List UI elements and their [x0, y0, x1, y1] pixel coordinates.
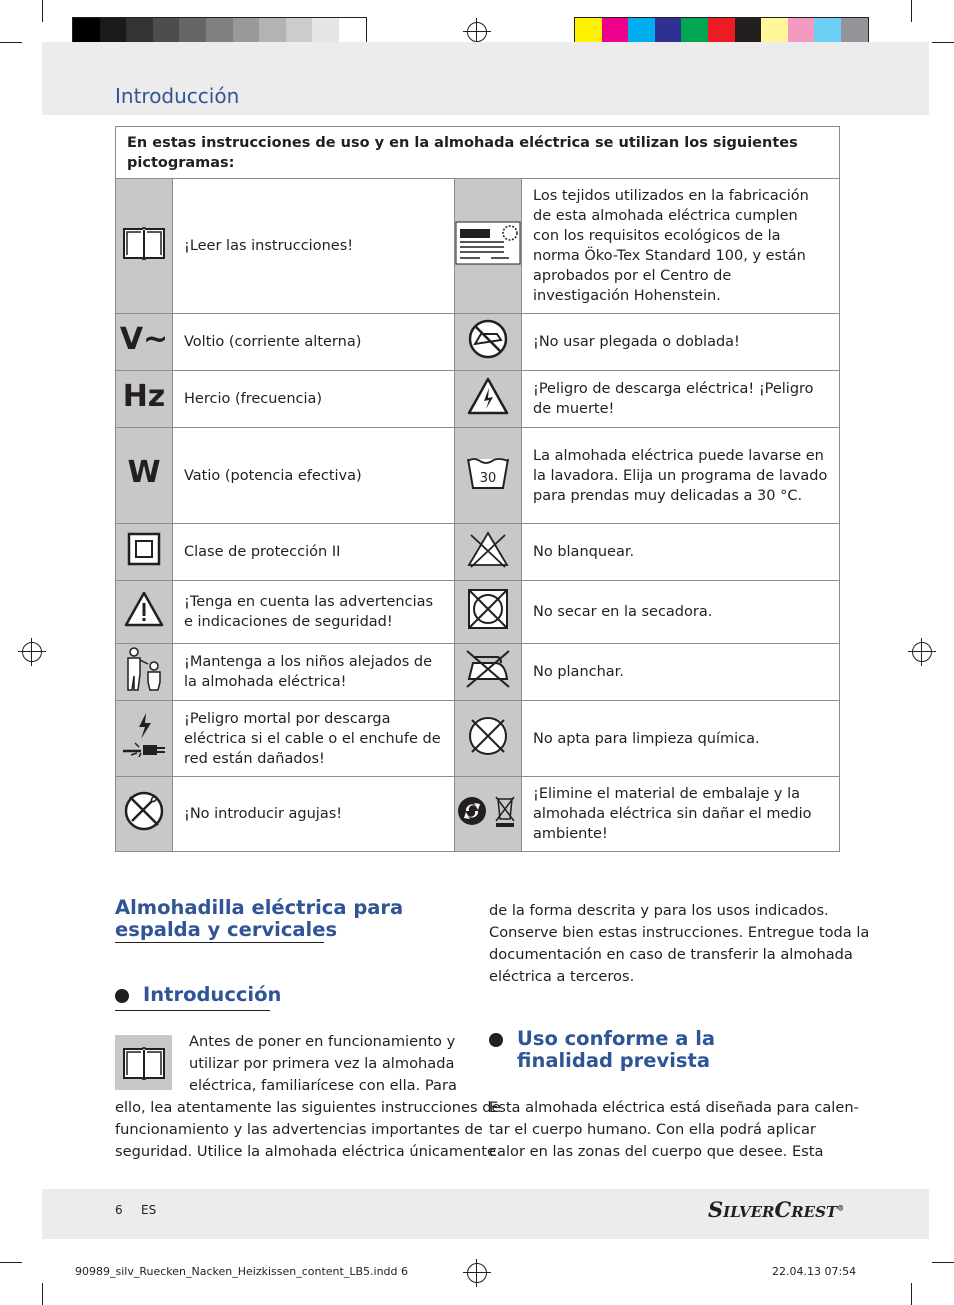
book-icon	[115, 1035, 172, 1090]
intro-paragraph-line: funcionamiento y las advertencias importantes de	[115, 1121, 483, 1138]
row-text: No apta para limpieza química.	[522, 701, 840, 777]
crop-mark	[932, 42, 954, 43]
crop-mark	[911, 1283, 912, 1305]
col2-paragraph-line: de la forma descrita y para los usos indicados.	[489, 902, 829, 919]
section-heading-line: finalidad prevista	[517, 1049, 711, 1072]
crop-mark	[42, 0, 43, 22]
row-text: No blanquear.	[522, 524, 840, 581]
slug-filename: 90989_silv_Ruecken_Nacken_Heizkissen_content_LB5.indd 6	[75, 1265, 409, 1278]
warning-triangle-icon	[116, 581, 173, 644]
row-text: La almohada eléctrica puede lavarse en la lavadora. Elija un programa de lavado para prendas muy delicadas a 30 °C.	[522, 428, 840, 524]
col2-paragraph-line: documentación en caso de transferir la almohada	[489, 946, 853, 963]
volt-ac-symbol: V~	[116, 314, 173, 371]
row-text: ¡No introducir agujas!	[173, 777, 455, 852]
use-paragraph-line: calor en las zonas del cuerpo que desee. Esta	[489, 1143, 824, 1160]
book-icon	[116, 179, 173, 314]
crop-mark	[911, 0, 912, 22]
page-number: 6	[115, 1203, 123, 1217]
brand-logo: SILVERCREST®	[708, 1197, 845, 1222]
section-heading-line: Uso conforme a la	[517, 1027, 716, 1050]
registration-mark-icon	[467, 1263, 487, 1283]
use-paragraph-line: tar el cuerpo humano. Con ella podrá aplicar	[489, 1121, 816, 1138]
intro-paragraph-line: Antes de poner en funcionamiento y	[189, 1033, 456, 1050]
row-text: Voltio (corriente alterna)	[173, 314, 455, 371]
bullet-dot-icon	[489, 1033, 503, 1047]
main-heading-line: espalda y cervicales	[115, 918, 338, 941]
registration-mark-icon	[467, 22, 487, 42]
heading-underline	[115, 942, 324, 943]
intro-paragraph-line: ello, lea atentamente las siguientes instrucciones de	[115, 1099, 501, 1116]
intro-paragraph-line: eléctrica, familiarícese con ella. Para	[189, 1077, 457, 1094]
no-needles-icon	[116, 777, 173, 852]
use-paragraph-line: Esta almohada eléctrica está diseñada para calen-	[489, 1099, 859, 1116]
row-text: Clase de protección II	[173, 524, 455, 581]
main-heading	[115, 897, 403, 941]
crop-mark	[0, 1262, 22, 1263]
row-text: ¡Peligro de descarga eléctrica! ¡Peligro de muerte!	[522, 371, 840, 428]
registration-mark-icon	[22, 642, 42, 662]
keep-children-away-icon	[116, 644, 173, 701]
language-code: ES	[141, 1203, 157, 1217]
recycle-disposal-icon	[455, 777, 522, 852]
col2-paragraph-line: Conserve bien estas instrucciones. Entregue toda la	[489, 924, 870, 941]
row-text: ¡Elimine el material de embalaje y la almohada eléctrica sin dañar el medio ambiente!	[522, 777, 840, 852]
row-text: Los tejidos utilizados en la fabricación de esta almohada eléctrica cumplen con los requisitos ecológicos de la norma Öko-Tex Standard 100, y están aprobados por el Centro de investigación Hohenstein.	[522, 179, 840, 314]
row-text: ¡No usar plegada o doblada!	[522, 314, 840, 371]
table-row	[116, 524, 840, 581]
intro-paragraph-line: seguridad. Utilice la almohada eléctrica únicamente	[115, 1143, 497, 1160]
no-tumble-dry-icon	[455, 581, 522, 644]
pictogram-table	[115, 126, 840, 852]
table-row	[116, 777, 840, 852]
table-row	[116, 644, 840, 701]
watt-symbol: W	[116, 428, 173, 524]
row-text: Hercio (frecuencia)	[173, 371, 455, 428]
table-row	[116, 314, 840, 371]
table-row	[116, 179, 840, 314]
intro-paragraph-line: utilizar por primera vez la almohada	[189, 1055, 455, 1072]
section-heading-use	[517, 1028, 715, 1072]
hertz-symbol: Hz	[116, 371, 173, 428]
row-text: No planchar.	[522, 644, 840, 701]
no-bleach-icon	[455, 524, 522, 581]
main-heading-line: Almohadilla eléctrica para	[115, 896, 404, 919]
wash-30-icon	[455, 428, 522, 524]
row-text: ¡Tenga en cuenta las advertencias e indicaciones de seguridad!	[173, 581, 455, 644]
no-iron-icon	[455, 644, 522, 701]
oeko-tex-label-icon	[455, 179, 522, 314]
col2-paragraph-line: eléctrica a terceros.	[489, 968, 635, 985]
no-folding-icon	[455, 314, 522, 371]
bullet-dot-icon	[115, 989, 129, 1003]
svg-text:30: 30	[479, 470, 497, 486]
table-row	[116, 701, 840, 777]
table-row	[116, 428, 840, 524]
crop-mark	[932, 1262, 954, 1263]
row-text: ¡Mantenga a los niños alejados de la almohada eléctrica!	[173, 644, 455, 701]
table-row	[116, 581, 840, 644]
slug-date: 22.04.13 07:54	[772, 1265, 857, 1278]
row-text: Vatio (potencia efectiva)	[173, 428, 455, 524]
damaged-plug-danger-icon	[116, 701, 173, 777]
table-row	[116, 371, 840, 428]
table-heading: En estas instrucciones de uso y en la almohada eléctrica se utilizan los siguientes pictogramas:	[116, 127, 840, 179]
section-heading-intro: Introducción	[143, 983, 282, 1006]
registration-mark-icon	[912, 642, 932, 662]
row-text: ¡Peligro mortal por descarga eléctrica si el cable o el enchufe de red están dañados!	[173, 701, 455, 777]
crop-mark	[0, 42, 22, 43]
heading-underline	[115, 1010, 270, 1011]
page-title: Introducción	[115, 84, 240, 108]
electric-shock-warning-icon	[455, 371, 522, 428]
row-text: No secar en la secadora.	[522, 581, 840, 644]
protection-class-ii-icon	[116, 524, 173, 581]
crop-mark	[42, 1283, 43, 1305]
no-dry-clean-icon	[455, 701, 522, 777]
row-text: ¡Leer las instrucciones!	[173, 179, 455, 314]
